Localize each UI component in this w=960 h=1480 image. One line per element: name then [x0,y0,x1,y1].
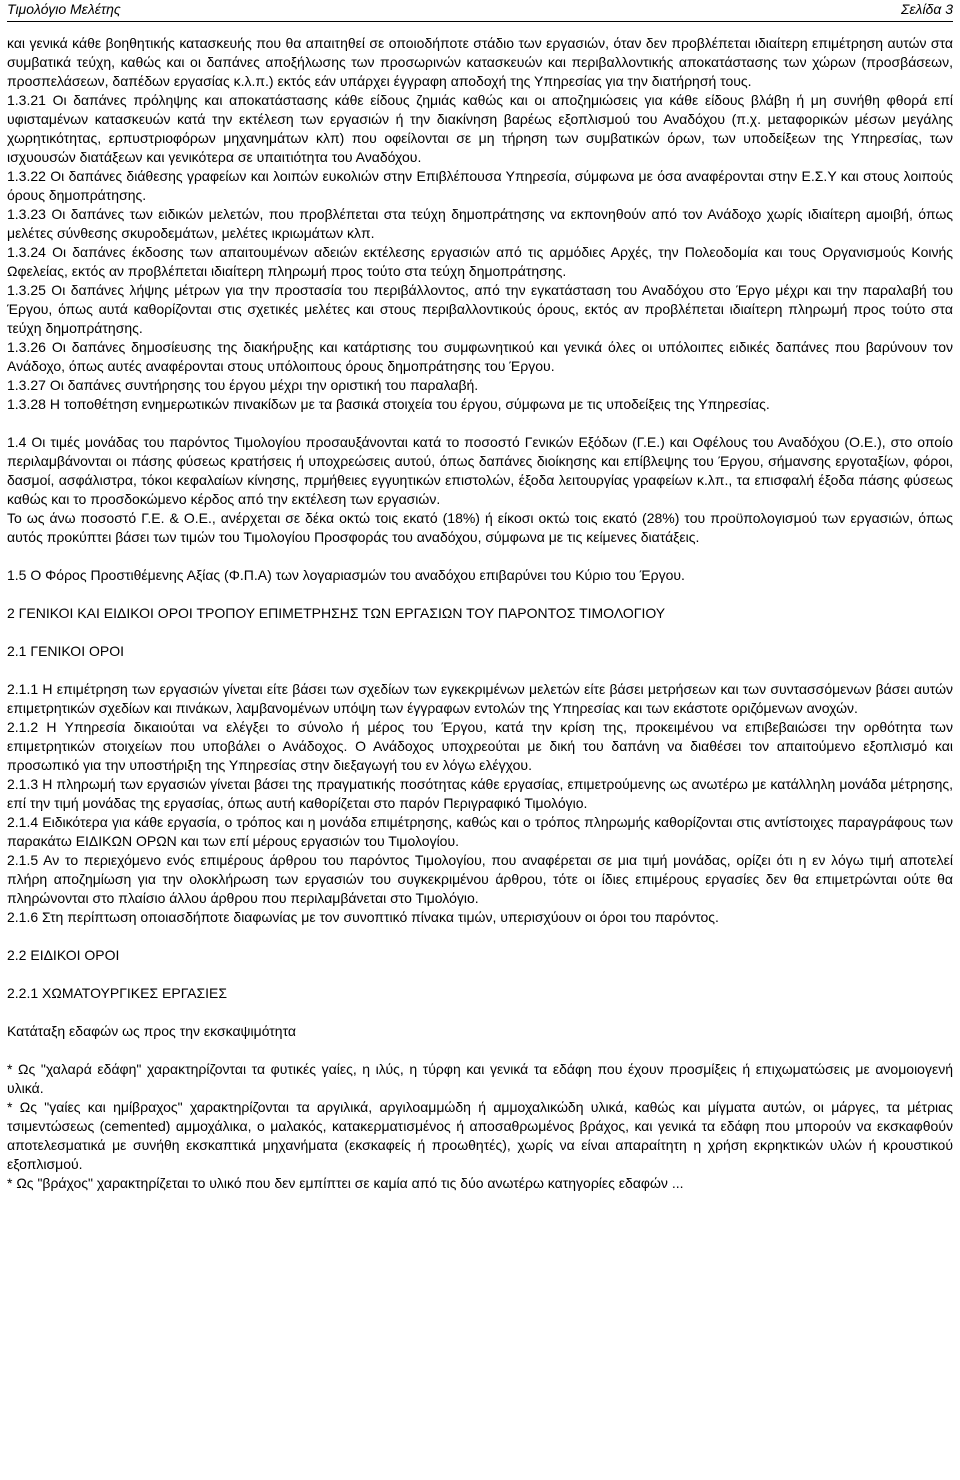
page-number: Σελίδα 3 [901,1,953,17]
paragraph: 2.2.1 ΧΩΜΑΤΟΥΡΓΙΚΕΣ ΕΡΓΑΣΙΕΣ [7,985,228,1001]
paragraph: 2.1.5 Αν το περιεχόμενο ενός επιμέρους άρθρου του παρόντος Τιμολογίου, που αναφέρεται σε μια τιμή μονάδας, ορίζει ότι η εν λόγω τιμή αποτελεί πλήρη αποζημίωση για την ολοκλήρωση των εργασιών του συγκεκριμένου άρθρου, τότε οι ίδιες επιμέρους εργασίες δεν θα επιμετρώνται ούτε θα πληρώνονται στο πλαίσιο άλλου άρθρου που περιλαμβάνεται στο Τιμολόγιο. [7,852,953,906]
paragraph: * Ως "χαλαρά εδάφη" χαρακτηρίζονται τα φυτικές γαίες, η ιλύς, η τύρφη και γενικά τα εδάφη που έχουν προσμίξεις ή επιχωματώσεις με ανομοιογενή υλικά. [7,1061,953,1096]
paragraph: 1.3.21 Οι δαπάνες πρόληψης και αποκατάστασης κάθε είδους ζημιάς καθώς και οι αποζημιώσεις για κάθε είδους βλάβη ή μη συνήθη φθορά επί υφισταμένων κατασκευών κατά την εκτέλεση των εργασιών ή την διακίνηση βαρέως εξοπλισμού του Αναδόχου (π.χ. μεταφορικών μέσων μεγάλης χωρητικότητας, ερπυστριοφόρων μηχανημάτων κλπ) που οφείλονται σε μη τήρηση των συμβατικών όρων, των υποδείξεων της Υπηρεσίας, των ισχυουσών διατάξεων και γενικότερα σε υπαιτιότητα του Αναδόχου. [7,92,953,165]
paragraph-gap [7,414,953,433]
paragraph-gap [7,1041,953,1060]
paragraph-gap [7,661,953,680]
paragraph: 1.3.27 Οι δαπάνες συντήρησης του έργου μέχρι την οριστική του παραλαβή. [7,377,479,393]
paragraph: 2.1.4 Ειδικότερα για κάθε εργασία, ο τρόπος και η μονάδα επιμέτρησης, καθώς και ο τρόπος πληρωμής καθορίζονται στις αντίστοιχες παραγράφους των παρακάτω ΕΙΔΙΚΩΝ ΟΡΩΝ και των επί μέρους εργασιών του Τιμολογίου. [7,814,953,849]
header-divider [7,21,953,22]
paragraph: * Ως "βράχος" χαρακτηρίζεται το υλικό που δεν εμπίπτει σε καμία από τις δύο ανωτέρω κατηγορίες εδαφών ... [7,1175,684,1191]
paragraph: και γενικά κάθε βοηθητικής κατασκευής που θα απαιτηθεί σε οποιοδήποτε στάδιο των εργασιών, όταν δεν προβλέπεται ιδιαίτερη επιμέτρηση αυτών στα συμβατικά τεύχη, καθώς και οι δαπάνες αποξήλωσης των προσωρινών κατασκευών και περιβαλλοντικής αποκατάστασης των χώρων (προσβάσεων, προσπελάσεων, δαπέδων εργασίας κ.λ.π.) εκτός εάν υπάρχει έγγραφη αποδοχή της Υπηρεσίας για την διατήρησή τους. [7,35,953,89]
paragraph-gap [7,927,953,946]
paragraph: 2.1.6 Στη περίπτωση οποιασδήποτε διαφωνίας με τον συνοπτικό πίνακα τιμών, υπερισχύουν οι όροι του παρόντος. [7,909,719,925]
paragraph: 2.1.1 Η επιμέτρηση των εργασιών γίνεται είτε βάσει των σχεδίων των εγκεκριμένων μελετών είτε βάσει μετρήσεων και των συντασσόμενων βάσει αυτών επιμετρητικών σχεδίων και πινάκων, λαμβανομένων υπόψη των έγγραφων εντολών της Υπηρεσίας και των εκάστοτε οριζόμενων ανοχών. [7,681,953,716]
paragraph: 2.1.2 Η Υπηρεσία δικαιούται να ελέγξει το σύνολο ή μέρος του Έργου, κατά την κρίση της, προκειμένου να επιβεβαιώσει την ορθότητα των επιμετρητικών στοιχείων που υποβάλει ο Ανάδοχος. Ο Ανάδοχος υποχρεούται με δική του δαπάνη να διαθέσει τον απαιτούμενο εξοπλισμό και προσωπικό για την υποστήριξη της Υπηρεσίας στην διεξαγωγή του εν λόγω ελέγχου. [7,719,953,773]
paragraph: 1.3.26 Οι δαπάνες δημοσίευσης της διακήρυξης και κατάρτισης του συμφωνητικού και γενικά όλες οι υπόλοιπες ειδικές δαπάνες που βαρύνουν τον Ανάδοχο, όπως αυτές αναφέρονται στους υπόλοιπους όρους δημοπράτησης του Έργου. [7,339,953,374]
paragraph: 1.5 Ο Φόρος Προστιθέμενης Αξίας (Φ.Π.Α) των λογαριασμών του αναδόχου επιβαρύνει του Κύριο του Έργου. [7,567,685,583]
paragraph: Το ως άνω ποσοστό Γ.Ε. & Ο.Ε., ανέρχεται σε δέκα οκτώ τοις εκατό (18%) ή είκοσι οκτώ τοις εκατό (28%) του προϋπολογισμού των εργασιών, όπως αυτός προκύπτει βάσει των τιμών του Τιμολογίου Προσφοράς του αναδόχου, σύμφωνα με τις κείμενες διατάξεις. [7,510,953,545]
paragraph-gap [7,965,953,984]
paragraph: 2 ΓΕΝΙΚΟΙ ΚΑΙ ΕΙΔΙΚΟΙ ΟΡΟΙ ΤΡΟΠΟΥ ΕΠΙΜΕΤΡΗΣΗΣ ΤΩΝ ΕΡΓΑΣΙΩΝ ΤΟΥ ΠΑΡΟΝΤΟΣ ΤΙΜΟΛΟΓΙΟΥ [7,605,666,621]
paragraph-gap [7,547,953,566]
paragraph: 2.1.3 Η πληρωμή των εργασιών γίνεται βάσει της πραγματικής ποσότητας κάθε εργασίας, επιμετρούμενης ως ανωτέρω με κατάλληλη μονάδα μέτρησης, επί την τιμή μονάδας της εργασίας, όπως αυτή καθορίζεται στο παρόν Περιγραφικό Τιμολόγιο. [7,776,953,811]
paragraph: * Ως "γαίες και ημίβραχος" χαρακτηρίζονται τα αργιλικά, αργιλοαμμώδη ή αμμοχαλικώδη υλικά, καθώς και μίγματα αυτών, οι μάργες, τα μέτριας τσιμεντώσεως (cemented) αμμοχάλικα, ο μαλακός, κατακερματισμένος ή αποσαθρωμένος βράχος, και γενικά τα εδάφη που μπορούν να εκσκαφθούν αποτελεσματικά με συνήθη εκσκαπτικά μηχανήματα (εκσκαφείς ή προωθητές), χωρίς να είναι απαραίτητη η χρήση εκρηκτικών υλών ή κρουστικού εξοπλισμού. [7,1099,953,1172]
paragraph: 1.3.23 Οι δαπάνες των ειδικών μελετών, που προβλέπεται στα τεύχη δημοπράτησης να εκπονηθούν από τον Ανάδοχο χωρίς ιδιαίτερη αμοιβή, όπως μελέτες σύνθεσης σκυροδεμάτων, μελέτες ικριωμάτων κλπ. [7,206,953,241]
page-header [7,0,953,18]
paragraph: 2.2 ΕΙΔΙΚΟΙ ΟΡΟΙ [7,947,120,963]
document-body [7,34,953,1193]
document-title: Τιμολόγιο Μελέτης [7,1,121,17]
paragraph: 1.3.22 Οι δαπάνες διάθεσης γραφείων και λοιπών ευκολιών στην Επιβλέπουσα Υπηρεσία, σύμφωνα με όσα αναφέρονται στην Ε.Σ.Υ και στους λοιπούς όρους δημοπράτησης. [7,168,953,203]
paragraph: 1.3.24 Οι δαπάνες έκδοσης των απαιτουμένων αδειών εκτέλεσης εργασιών από τις αρμόδιες Αρχές, την Πολεοδομία και τους Οργανισμούς Κοινής Ωφελείας, εκτός αν προβλέπεται ιδιαίτερη πληρωμή προς τούτο στα τεύχη δημοπράτησης. [7,244,953,279]
paragraph: 1.4 Οι τιμές μονάδας του παρόντος Τιμολογίου προσαυξάνονται κατά το ποσοστό Γενικών Εξόδων (Γ.Ε.) και Οφέλους του Αναδόχου (Ο.Ε.), στο οποίο περιλαμβάνονται οι πάσης φύσεως κρατήσεις ή υποχρεώσεις αυτού, όπως δαπάνες διοίκησης και επίβλεψης του Έργου, σήμανσης εργοταξίων, φόροι, δασμοί, ασφάλιστρα, τόκοι κεφαλαίων κίνησης, πρμήθειες εγγυητικών επιστολών, έξοδα λειτουργίας γραφείων κ.λπ., τα επισφαλή έξοδα πάσης φύσεως καθώς και το προσδοκώμενο κέρδος από την εκτέλεση των εργασιών. [7,434,953,507]
paragraph: 1.3.28 Η τοποθέτηση ενημερωτικών πινακίδων με τα βασικά στοιχεία του έργου, σύμφωνα με τις υποδείξεις της Υπηρεσίας. [7,396,770,412]
paragraph: 1.3.25 Οι δαπάνες λήψης μέτρων για την προστασία του περιβάλλοντος, από την εγκατάσταση του Αναδόχου στο Έργο μέχρι και την παραλαβή του Έργου, όπως αυτά καθορίζονται στις σχετικές μελέτες και στους περιβαλλοντικούς όρους, εκτός αν προβλέπεται ιδιαίτερη πληρωμή προς τούτο στα τεύχη δημοπράτησης. [7,282,953,336]
paragraph: 2.1 ΓΕΝΙΚΟΙ ΟΡΟΙ [7,643,124,659]
paragraph-gap [7,1003,953,1022]
paragraph: Κατάταξη εδαφών ως προς την εκσκαψιμότητα [7,1023,297,1039]
paragraph-gap [7,623,953,642]
paragraph-gap [7,585,953,604]
